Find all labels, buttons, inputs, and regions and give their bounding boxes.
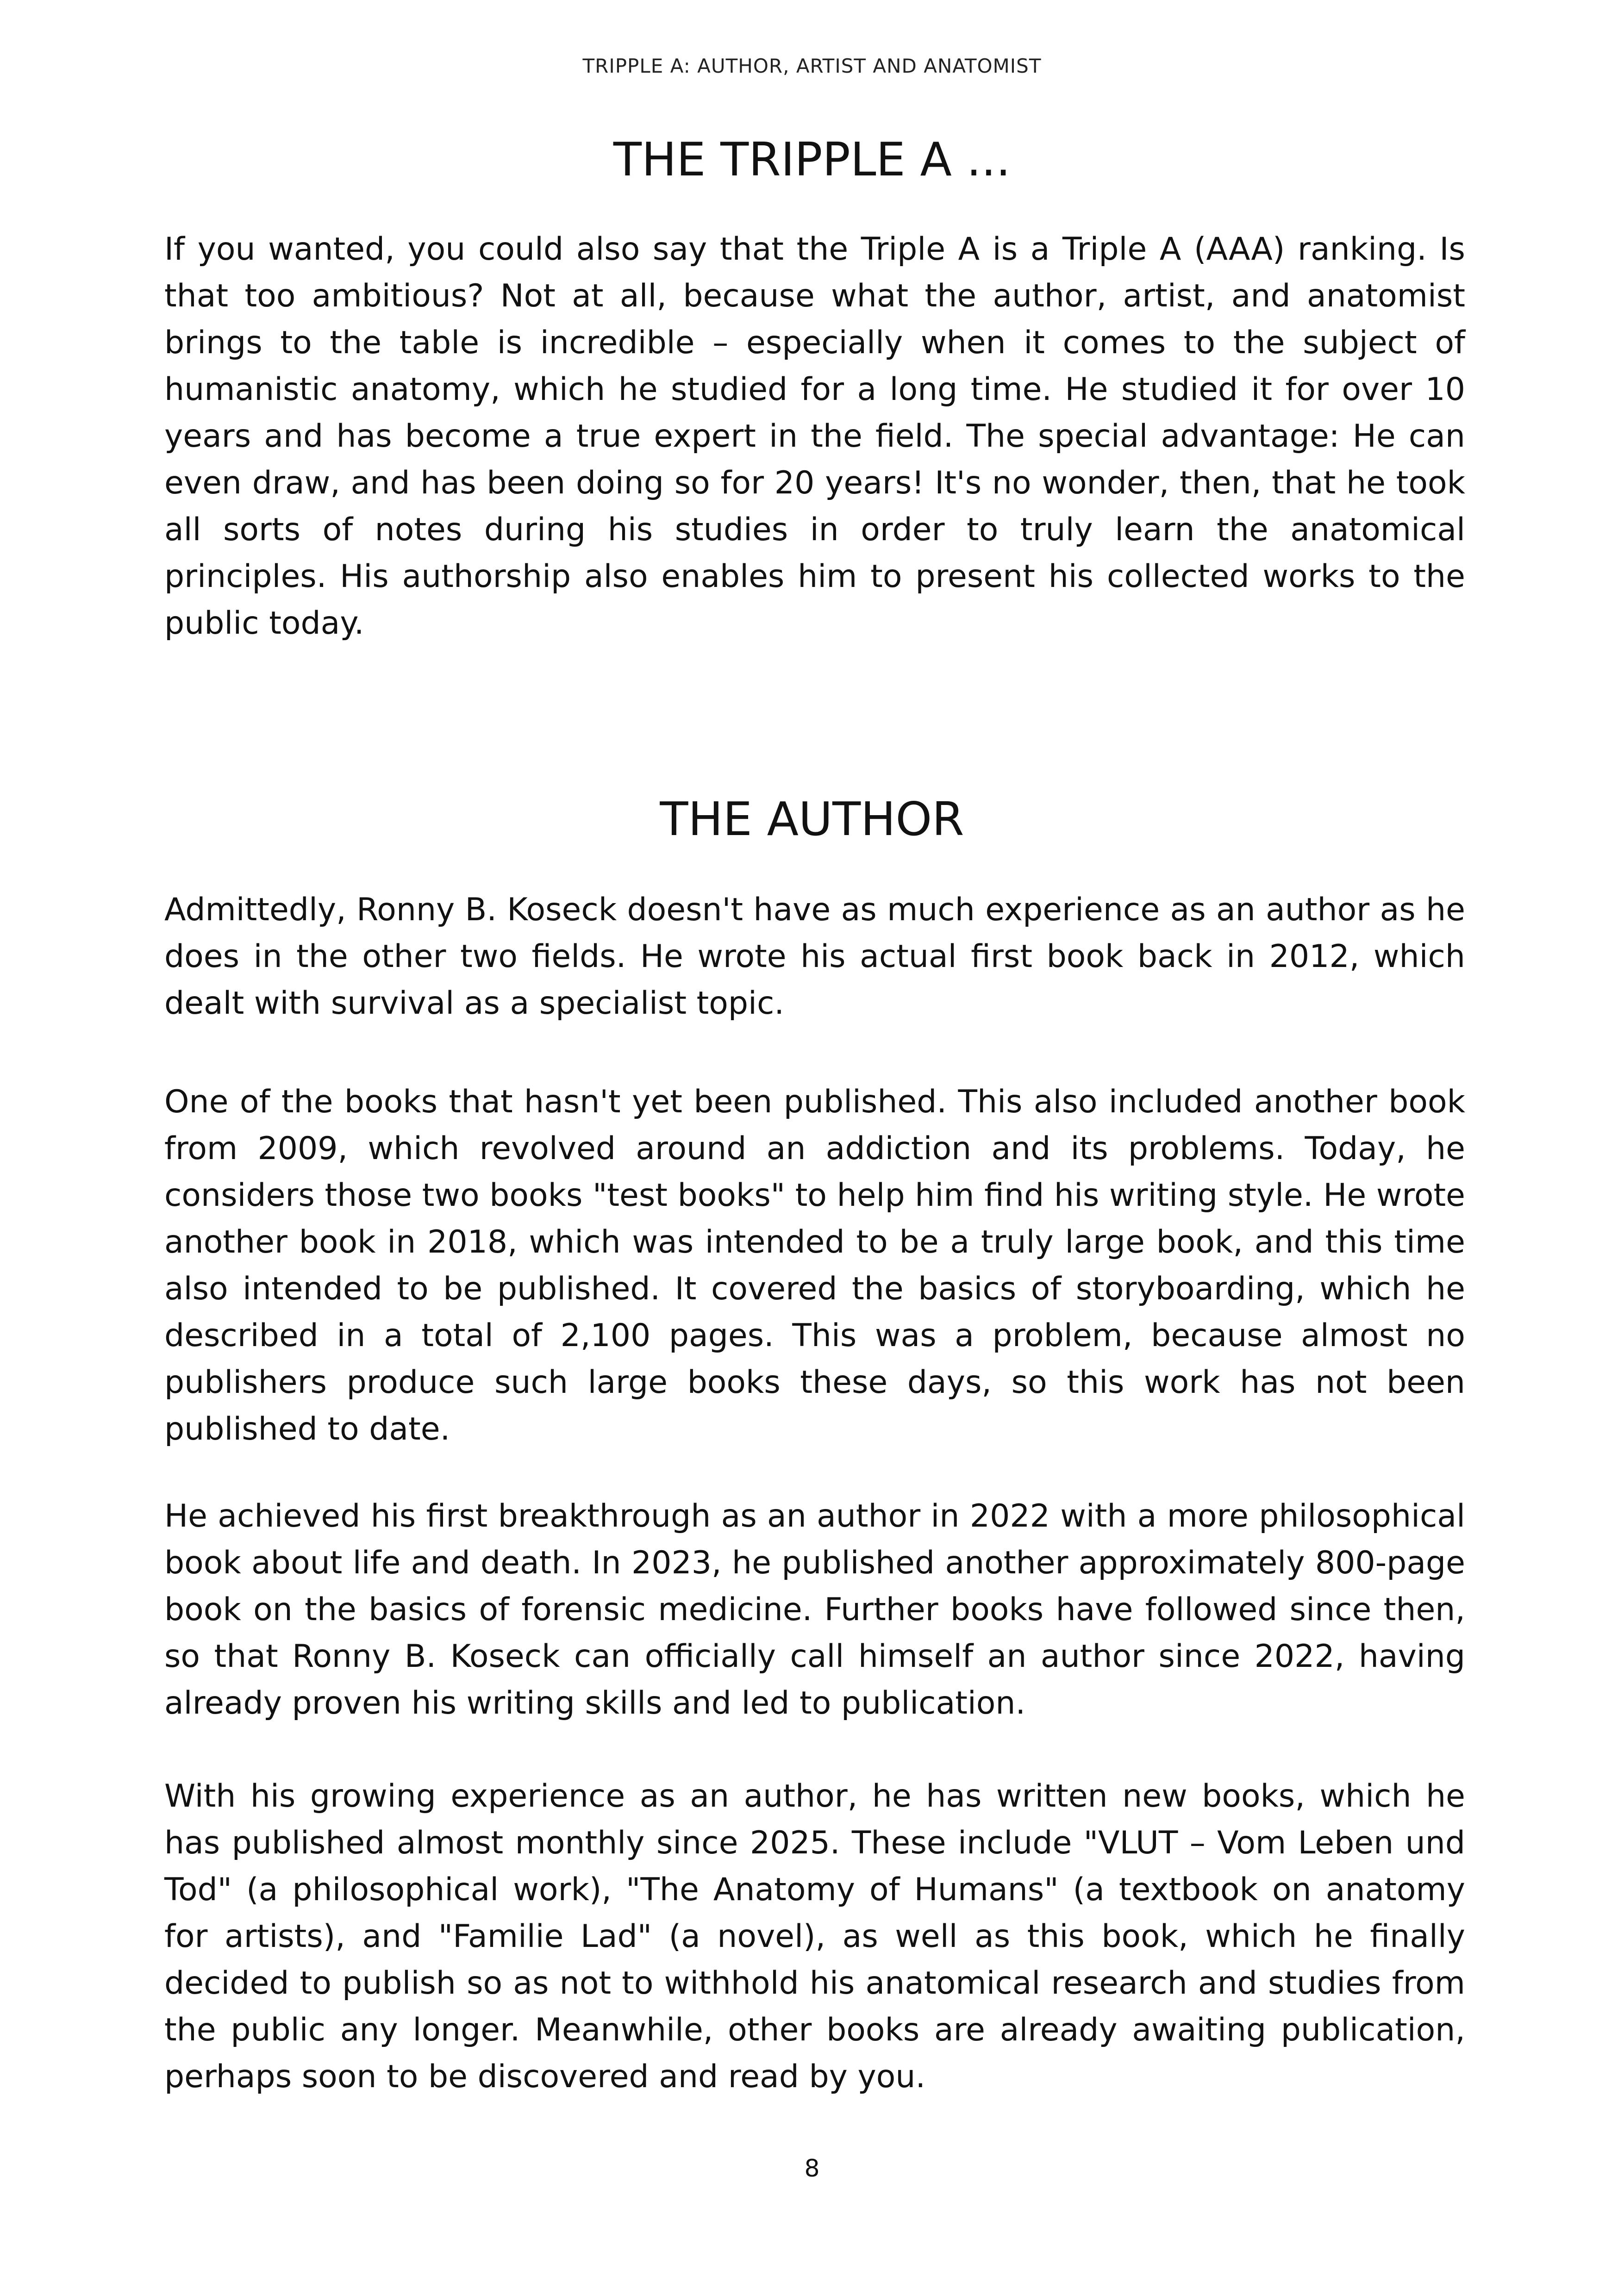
paragraph-author-4: With his growing experience as an author, he has written new books, which he has published almost monthly since 2025. These include "VLUT – Vom Leben und Tod" (a philosophical work), "The Anatomy of Humans" (a textbook on anatomy for artists), and "Familie Lad" (a novel), as well as this book, which he finally decided to publish so as not to withhold his anatomical research and studies from the public any longer. Meanwhile, other books are already awaiting publication, perhaps soon to be discovered and read by you. bbox=[164, 1778, 1465, 2095]
section-title-tripple-a: THE TRIPPLE A ... bbox=[613, 132, 1011, 187]
running-head: TRIPPLE A: AUTHOR, ARTIST AND ANATOMIST bbox=[582, 55, 1042, 77]
paragraph-author-3: He achieved his first breakthrough as an author in 2022 with a more philosophical book about life and death. In 2023, he published another approximately 800-page book on the basics of forensic medicine. Further books have followed since then, so that Ronny B. Koseck can officially call himself an author since 2022, having already proven his writing skills and led to publication. bbox=[164, 1498, 1465, 1721]
paragraph-author-1: Admittedly, Ronny B. Koseck doesn't have as much experience as an author as he does in the other two fields. He wrote his actual first book back in 2012, which dealt with survival as a specialist topic. bbox=[164, 892, 1465, 1022]
page-number: 8 bbox=[804, 2155, 820, 2183]
section-title-author: THE AUTHOR bbox=[660, 792, 964, 846]
paragraph-tripple-a: If you wanted, you could also say that the Triple A is a Triple A (AAA) ranking. Is that too ambitious? Not at all, because what the author, artist, and anatomist brings to the table is incredible – especially when it comes to the subject of humanistic anatomy, which he studied for a long time. He studied it for over 10 years and has become a true expert in the field. The special advantage: He can even draw, and has been doing so for 20 years! It's no wonder, then, that he took all sorts of notes during his studies in order to truly learn the anatomical principles. His authorship also enables him to present his collected works to the public today. bbox=[164, 231, 1465, 642]
paragraph-author-2: One of the books that hasn't yet been published. This also included another book from 2009, which revolved around an addiction and its problems. Today, he considers those two books "test books" to help him find his writing style. He wrote another book in 2018, which was intended to be a truly large book, and this time also intended to be published. It covered the basics of storyboarding, which he described in a total of 2,100 pages. This was a problem, because almost no publishers produce such large books these days, so this work has not been published to date. bbox=[164, 1084, 1465, 1447]
